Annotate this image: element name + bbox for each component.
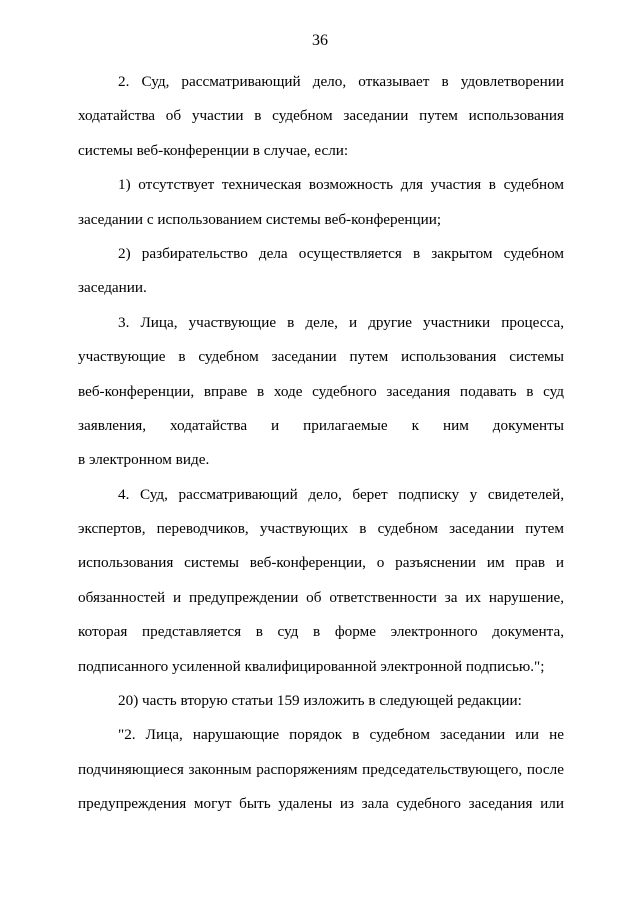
- text-line: системы веб-конференции в случае, если:: [78, 141, 349, 159]
- text-line: заявления, ходатайства и прилагаемые к ним документы: [78, 416, 564, 434]
- text-line: экспертов, переводчиков, участвующих в судебном заседании путем: [78, 520, 564, 538]
- text-line: заседании с использованием системы веб-конференции;: [78, 210, 442, 228]
- text-line: подписанного усиленной квалифицированной электронной подписью.";: [78, 657, 545, 675]
- text-line: в электронном виде.: [78, 451, 210, 469]
- text-line: обязанностей и предупреждении об ответственности за их нарушение,: [78, 588, 564, 606]
- text-line: ходатайства об участии в судебном заседании путем использования: [78, 107, 564, 125]
- text-line: заседании.: [78, 279, 147, 297]
- page-number: 36: [312, 32, 328, 49]
- text-line: 20) часть вторую статьи 159 изложить в следующей редакции:: [118, 692, 522, 710]
- text-line: использования системы веб-конференции, о разъяснении им прав и: [78, 554, 564, 572]
- document-body: [78, 65, 564, 822]
- text-line: подчиняющиеся законным распоряжениям председательствующего, после: [78, 760, 564, 778]
- text-line: предупреждения могут быть удалены из зала судебного заседания или: [78, 795, 564, 813]
- text-line: "2. Лица, нарушающие порядок в судебном заседании или не: [118, 726, 564, 744]
- text-line: 3. Лица, участвующие в деле, и другие участники процесса,: [118, 313, 564, 331]
- text-line: участвующие в судебном заседании путем использования системы: [78, 348, 564, 366]
- text-line: 2) разбирательство дела осуществляется в закрытом судебном: [118, 244, 564, 262]
- text-line: которая представляется в суд в форме электронного документа,: [78, 623, 564, 641]
- text-line: 4. Суд, рассматривающий дело, берет подписку у свидетелей,: [118, 485, 564, 503]
- text-line: 1) отсутствует техническая возможность для участия в судебном: [118, 176, 564, 194]
- text-line: веб-конференции, вправе в ходе судебного заседания подавать в суд: [78, 382, 564, 400]
- text-line: 2. Суд, рассматривающий дело, отказывает в удовлетворении: [118, 73, 564, 90]
